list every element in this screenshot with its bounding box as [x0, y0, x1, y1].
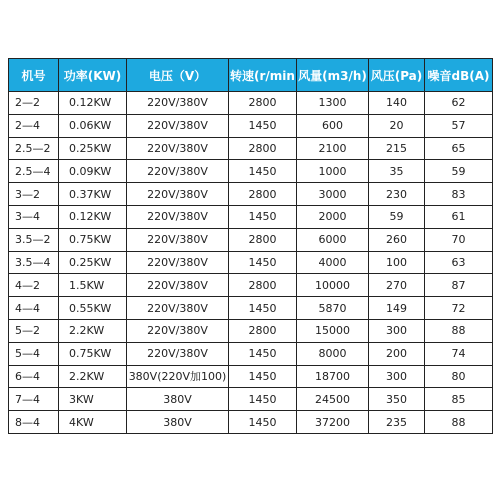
cell-model: 2—2: [9, 92, 59, 115]
cell-power: 2.2KW: [59, 365, 127, 388]
cell-pressure: 300: [369, 319, 425, 342]
cell-model: 3—4: [9, 205, 59, 228]
cell-speed: 2800: [229, 183, 297, 206]
cell-airflow: 600: [297, 114, 369, 137]
cell-voltage: 220V/380V: [127, 137, 229, 160]
cell-noise: 72: [425, 297, 493, 320]
cell-airflow: 18700: [297, 365, 369, 388]
cell-airflow: 24500: [297, 388, 369, 411]
table-row: [9, 388, 493, 411]
cell-model: 5—4: [9, 342, 59, 365]
cell-pressure: 149: [369, 297, 425, 320]
header-power: 功率(KW): [59, 59, 127, 92]
table-row: [9, 411, 493, 434]
cell-pressure: 200: [369, 342, 425, 365]
cell-noise: 74: [425, 342, 493, 365]
cell-speed: 1450: [229, 411, 297, 434]
cell-pressure: 100: [369, 251, 425, 274]
cell-pressure: 300: [369, 365, 425, 388]
cell-airflow: 1300: [297, 92, 369, 115]
cell-model: 5—2: [9, 319, 59, 342]
cell-noise: 88: [425, 319, 493, 342]
cell-voltage: 220V/380V: [127, 274, 229, 297]
cell-noise: 87: [425, 274, 493, 297]
cell-speed: 2800: [229, 92, 297, 115]
cell-airflow: 1000: [297, 160, 369, 183]
cell-power: 0.75KW: [59, 228, 127, 251]
table-row: [9, 274, 493, 297]
cell-power: 0.25KW: [59, 137, 127, 160]
cell-pressure: 140: [369, 92, 425, 115]
cell-pressure: 235: [369, 411, 425, 434]
cell-model: 3—2: [9, 183, 59, 206]
cell-voltage: 380V(220V加100): [127, 365, 229, 388]
table-row: [9, 183, 493, 206]
cell-pressure: 270: [369, 274, 425, 297]
cell-speed: 2800: [229, 319, 297, 342]
cell-model: 4—2: [9, 274, 59, 297]
cell-model: 2.5—2: [9, 137, 59, 160]
table-header: [9, 59, 493, 92]
cell-voltage: 220V/380V: [127, 297, 229, 320]
table-row: [9, 365, 493, 388]
header-speed: 转速(r/min: [229, 59, 297, 92]
cell-model: 4—4: [9, 297, 59, 320]
cell-pressure: 35: [369, 160, 425, 183]
cell-noise: 63: [425, 251, 493, 274]
cell-speed: 2800: [229, 274, 297, 297]
cell-model: 7—4: [9, 388, 59, 411]
cell-speed: 1450: [229, 342, 297, 365]
cell-model: 8—4: [9, 411, 59, 434]
cell-speed: 1450: [229, 297, 297, 320]
table-row: [9, 319, 493, 342]
cell-noise: 88: [425, 411, 493, 434]
cell-pressure: 59: [369, 205, 425, 228]
cell-noise: 85: [425, 388, 493, 411]
cell-speed: 1450: [229, 160, 297, 183]
table-body: [9, 92, 493, 434]
cell-noise: 80: [425, 365, 493, 388]
table-row: [9, 160, 493, 183]
cell-airflow: 3000: [297, 183, 369, 206]
cell-voltage: 220V/380V: [127, 251, 229, 274]
cell-airflow: 6000: [297, 228, 369, 251]
cell-pressure: 350: [369, 388, 425, 411]
table-row: [9, 137, 493, 160]
cell-power: 0.06KW: [59, 114, 127, 137]
cell-speed: 1450: [229, 251, 297, 274]
cell-airflow: 15000: [297, 319, 369, 342]
cell-noise: 83: [425, 183, 493, 206]
cell-model: 3.5—2: [9, 228, 59, 251]
cell-noise: 70: [425, 228, 493, 251]
cell-model: 6—4: [9, 365, 59, 388]
header-pressure: 风压(Pa): [369, 59, 425, 92]
header-airflow: 风量(m3/h): [297, 59, 369, 92]
header-voltage: 电压（V）: [127, 59, 229, 92]
cell-voltage: 380V: [127, 411, 229, 434]
cell-power: 0.55KW: [59, 297, 127, 320]
table-row: [9, 342, 493, 365]
cell-speed: 2800: [229, 137, 297, 160]
cell-airflow: 5870: [297, 297, 369, 320]
table-row: [9, 205, 493, 228]
header-noise: 噪音dB(A): [425, 59, 493, 92]
cell-voltage: 380V: [127, 388, 229, 411]
cell-noise: 59: [425, 160, 493, 183]
cell-airflow: 10000: [297, 274, 369, 297]
cell-power: 1.5KW: [59, 274, 127, 297]
cell-power: 0.25KW: [59, 251, 127, 274]
cell-model: 2.5—4: [9, 160, 59, 183]
cell-voltage: 220V/380V: [127, 342, 229, 365]
cell-noise: 61: [425, 205, 493, 228]
cell-voltage: 220V/380V: [127, 183, 229, 206]
cell-power: 0.37KW: [59, 183, 127, 206]
cell-speed: 1450: [229, 388, 297, 411]
cell-voltage: 220V/380V: [127, 228, 229, 251]
cell-voltage: 220V/380V: [127, 205, 229, 228]
cell-voltage: 220V/380V: [127, 92, 229, 115]
cell-noise: 65: [425, 137, 493, 160]
cell-airflow: 8000: [297, 342, 369, 365]
cell-power: 0.09KW: [59, 160, 127, 183]
cell-speed: 1450: [229, 205, 297, 228]
header-row: [9, 59, 493, 92]
cell-speed: 1450: [229, 114, 297, 137]
cell-power: 4KW: [59, 411, 127, 434]
cell-noise: 62: [425, 92, 493, 115]
cell-power: 0.75KW: [59, 342, 127, 365]
table-row: [9, 251, 493, 274]
cell-voltage: 220V/380V: [127, 319, 229, 342]
cell-pressure: 20: [369, 114, 425, 137]
cell-model: 2—4: [9, 114, 59, 137]
fan-spec-table: [8, 58, 493, 434]
cell-pressure: 260: [369, 228, 425, 251]
table-row: [9, 92, 493, 115]
cell-speed: 2800: [229, 228, 297, 251]
cell-voltage: 220V/380V: [127, 114, 229, 137]
cell-noise: 57: [425, 114, 493, 137]
cell-airflow: 4000: [297, 251, 369, 274]
cell-power: 0.12KW: [59, 92, 127, 115]
table-row: [9, 297, 493, 320]
cell-speed: 1450: [229, 365, 297, 388]
cell-airflow: 2000: [297, 205, 369, 228]
table-row: [9, 228, 493, 251]
cell-power: 3KW: [59, 388, 127, 411]
cell-pressure: 215: [369, 137, 425, 160]
cell-voltage: 220V/380V: [127, 160, 229, 183]
cell-pressure: 230: [369, 183, 425, 206]
table-row: [9, 114, 493, 137]
cell-airflow: 37200: [297, 411, 369, 434]
cell-power: 0.12KW: [59, 205, 127, 228]
cell-model: 3.5—4: [9, 251, 59, 274]
cell-power: 2.2KW: [59, 319, 127, 342]
cell-airflow: 2100: [297, 137, 369, 160]
header-model: 机号: [9, 59, 59, 92]
